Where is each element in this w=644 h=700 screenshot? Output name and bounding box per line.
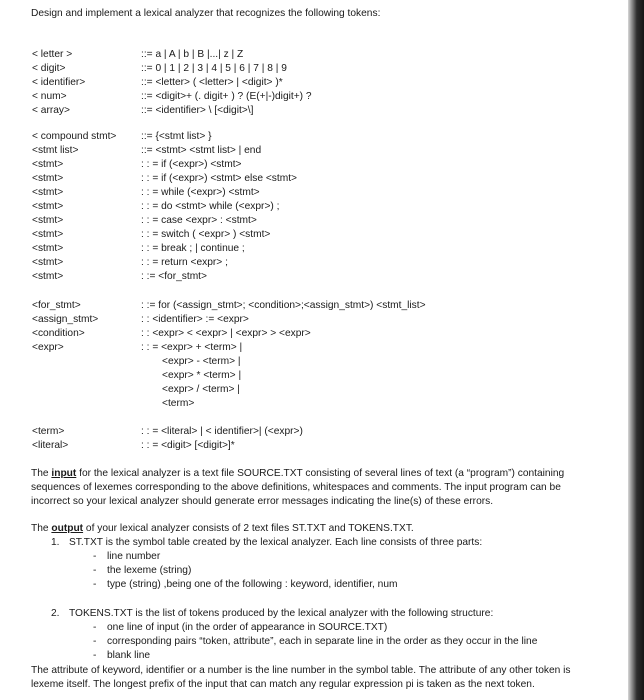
sub-list-item: - line number — [93, 551, 161, 562]
grammar-row: <term> : : = <literal> | < identifier>| (<expr>) — [32, 426, 303, 437]
expression-grammar — [0, 299, 628, 411]
grammar-row: <stmt> : : = while (<expr>) <stmt> — [32, 187, 260, 198]
input-paragraph: The input for the lexical analyzer is a text file SOURCE.TXT consisting of several lines of text (a “program”) containing sequences of lexemes corresponding to the above definitions, whitespaces and comments. The input program can be incorrect so your lexical analyzer should generate error messages indicating the line(s) of these errors. — [31, 468, 565, 507]
token-definitions — [0, 48, 628, 118]
list-item-text: ST.TXT is the symbol table created by the lexical analyzer. Each line consists of three parts: — [69, 537, 483, 548]
list-item-number: 1. — [51, 537, 60, 548]
grammar-row: <assign_stmt> : : <identifier> := <expr> — [32, 314, 249, 325]
grammar-continuation: <expr> / <term> | — [162, 384, 240, 395]
sub-list-item: - one line of input (in the order of appearance in SOURCE.TXT) — [93, 622, 388, 633]
grammar-row: <stmt> : : = switch ( <expr> ) <stmt> — [32, 229, 271, 240]
grammar-row: <stmt> : : = do <stmt> while (<expr>) ; — [32, 201, 280, 212]
sub-list-item: - corresponding pairs “token, attribute”, each in separate line in the order as they occur in the line — [93, 636, 538, 647]
sub-list-item: - type (string) ,being one of the following : keyword, identifier, num — [93, 579, 398, 590]
grammar-row: <stmt> : : = if (<expr>) <stmt> — [32, 159, 242, 170]
assignment-title: Design and implement a lexical analyzer that recognizes the following tokens: — [31, 8, 381, 19]
grammar-row: <stmt list> ::= <stmt> <stmt list> | end — [32, 145, 262, 156]
closing-paragraph: The attribute of keyword, identifier or a number is the line number in the symbol table. The attribute of any other token is lexeme itself. The longest prefix of the input that can match any regular expression pi is taken as the next token. — [31, 665, 571, 690]
input-keyword: input — [51, 468, 77, 479]
grammar-row: <expr> : : = <expr> + <term> | — [32, 342, 243, 353]
grammar-row: < identifier> ::= <letter> ( <letter> | <digit> )* — [32, 77, 283, 88]
output-keyword: output — [51, 523, 84, 534]
grammar-row: <literal> : : = <digit> [<digit>]* — [32, 440, 235, 451]
sub-list-item: - blank line — [93, 650, 151, 661]
output-paragraph: The output of your lexical analyzer consists of 2 text files ST.TXT and TOKENS.TXT. — [31, 523, 414, 534]
list-item-number: 2. — [51, 608, 60, 619]
grammar-row: < digit> ::= 0 | 1 | 2 | 3 | 4 | 5 | 6 | 7 | 8 | 9 — [32, 63, 287, 74]
grammar-row: <stmt> : : = break ; | continue ; — [32, 243, 245, 254]
grammar-row: <stmt> : := <for_stmt> — [32, 271, 207, 282]
grammar-row: < letter > ::= a | A | b | B |...| z | Z — [32, 49, 244, 60]
grammar-row: <stmt> : : = case <expr> : <stmt> — [32, 215, 257, 226]
term-grammar — [0, 425, 628, 453]
grammar-continuation: <term> — [162, 398, 195, 409]
grammar-row: < num> ::= <digit>+ (. digit+ ) ? (E(+|-)digit+) ? — [32, 91, 312, 102]
grammar-row: < array> ::= <identifier> \ [<digit>\] — [32, 105, 254, 116]
grammar-continuation: <expr> * <term> | — [162, 370, 242, 381]
statement-grammar — [0, 130, 628, 284]
list-item-text: TOKENS.TXT is the list of tokens produced by the lexical analyzer with the following structure: — [69, 608, 494, 619]
sub-list-item: - the lexeme (string) — [93, 565, 192, 576]
page-edge-shadow — [628, 0, 644, 700]
grammar-row: <stmt> : : = if (<expr>) <stmt> else <stmt> — [32, 173, 297, 184]
grammar-row: < compound stmt> ::= {<stmt list> } — [32, 131, 212, 142]
grammar-continuation: <expr> - <term> | — [162, 356, 241, 367]
grammar-row: <condition> : : <expr> < <expr> | <expr> > <expr> — [32, 328, 311, 339]
grammar-row: <stmt> : : = return <expr> ; — [32, 257, 228, 268]
grammar-row: <for_stmt> : := for (<assign_stmt>; <condition>;<assign_stmt>) <stmt_list> — [32, 300, 426, 311]
